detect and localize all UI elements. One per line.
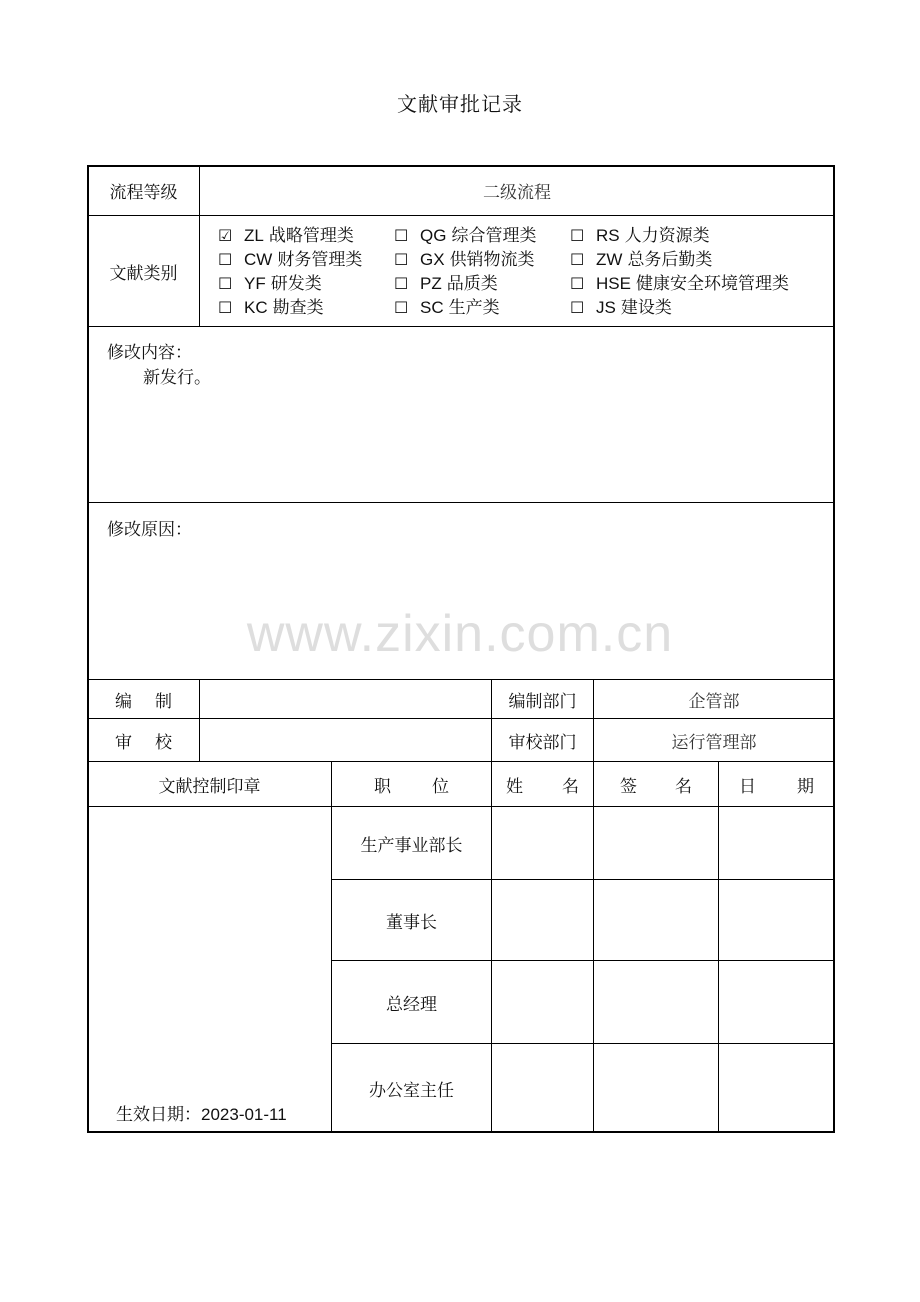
name-header: 姓 名 — [506, 776, 579, 797]
review-dept-value[interactable]: 运行管理部 — [671, 732, 757, 753]
approver-date[interactable] — [719, 961, 834, 1043]
approver-position: 董事长 — [386, 912, 437, 933]
effective-date: 生效日期：2023-01-11 — [116, 1105, 287, 1125]
modification-label: 修改内容： — [107, 343, 192, 363]
checkbox-icon[interactable]: ☑ — [218, 226, 233, 245]
row-divider — [88, 502, 834, 503]
category-option[interactable]: ☐ ZW 总务后勤类 — [570, 250, 713, 270]
approver-position: 总经理 — [386, 994, 437, 1015]
approver-signature[interactable] — [594, 961, 718, 1043]
review-label: 审 校 — [115, 732, 172, 753]
category-option[interactable]: ☐ GX 供销物流类 — [394, 250, 535, 270]
process-level-label: 流程等级 — [109, 183, 178, 203]
category-option[interactable]: ☐ JS 建设类 — [570, 298, 672, 318]
approver-name[interactable] — [492, 880, 593, 960]
approver-date[interactable] — [719, 807, 834, 879]
category-option[interactable]: ☐ CW 财务管理类 — [218, 250, 363, 270]
approver-name[interactable] — [492, 1044, 593, 1132]
document-title: 文献审批记录 — [397, 92, 523, 116]
modification-content[interactable]: 新发行。 — [143, 368, 211, 388]
review-dept-label: 审校部门 — [508, 732, 577, 753]
checkbox-icon[interactable]: ☐ — [394, 274, 409, 293]
category-option[interactable]: ☑ ZL 战略管理类 — [218, 226, 354, 246]
approver-signature[interactable] — [594, 880, 718, 960]
category-option[interactable]: ☐ QG 综合管理类 — [394, 226, 537, 246]
approver-date[interactable] — [719, 880, 834, 960]
approver-date[interactable] — [719, 1044, 834, 1132]
checkbox-icon[interactable]: ☐ — [570, 226, 585, 245]
checkbox-icon[interactable]: ☐ — [218, 250, 233, 269]
approver-position: 生产事业部长 — [360, 835, 463, 856]
approver-name[interactable] — [492, 961, 593, 1043]
checkbox-icon[interactable]: ☐ — [570, 274, 585, 293]
signature-header: 签 名 — [620, 776, 692, 797]
process-level-value: 二级流程 — [483, 183, 551, 203]
checkbox-icon[interactable]: ☐ — [394, 298, 409, 317]
category-option[interactable]: ☐ PZ 品质类 — [394, 274, 498, 294]
checkbox-icon[interactable]: ☐ — [570, 298, 585, 317]
review-value[interactable] — [200, 719, 491, 761]
approver-signature[interactable] — [594, 1044, 718, 1132]
approver-name[interactable] — [492, 807, 593, 879]
checkbox-icon[interactable]: ☐ — [570, 250, 585, 269]
category-option[interactable]: ☐ HSE 健康安全环境管理类 — [570, 274, 789, 294]
category-options — [218, 224, 828, 320]
checkbox-icon[interactable]: ☐ — [218, 274, 233, 293]
checkbox-icon[interactable]: ☐ — [394, 250, 409, 269]
approver-signature[interactable] — [594, 807, 718, 879]
checkbox-icon[interactable]: ☐ — [218, 298, 233, 317]
watermark: www.zixin.com.cn — [246, 605, 674, 663]
compile-dept-value[interactable]: 企管部 — [688, 691, 740, 712]
category-option[interactable]: ☐ RS 人力资源类 — [570, 226, 710, 246]
reason-label: 修改原因： — [107, 520, 192, 540]
seal-header: 文献控制印章 — [158, 776, 261, 797]
compile-label: 编 制 — [115, 691, 172, 712]
category-option[interactable]: ☐ YF 研发类 — [218, 274, 322, 294]
approver-position: 办公室主任 — [369, 1080, 454, 1101]
compile-dept-label: 编制部门 — [508, 691, 577, 712]
compile-value[interactable] — [200, 680, 491, 718]
position-header: 职 位 — [374, 776, 449, 797]
category-option[interactable]: ☐ SC 生产类 — [394, 298, 500, 318]
category-option[interactable]: ☐ KC 勘查类 — [218, 298, 324, 318]
date-header: 日 期 — [739, 776, 814, 797]
category-label: 文献类别 — [109, 263, 178, 284]
checkbox-icon[interactable]: ☐ — [394, 226, 409, 245]
